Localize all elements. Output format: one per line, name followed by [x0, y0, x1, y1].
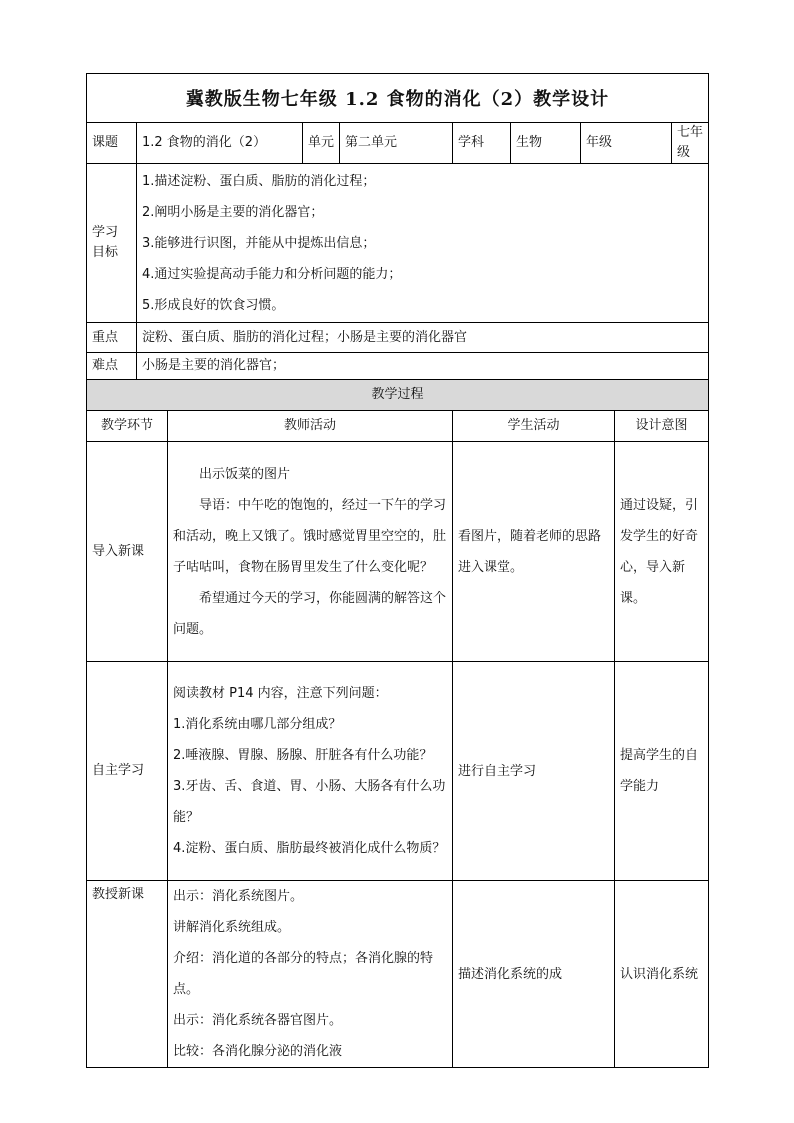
unit-label: 单元 — [303, 123, 340, 164]
teacher-activity-cell — [168, 881, 453, 1068]
objectives-label — [87, 164, 137, 323]
objective-item: 3.能够进行识图，并能从中提炼出信息； — [142, 235, 376, 251]
column-header-stage: 教学环节 — [87, 411, 168, 442]
teacher-paragraph: 介绍：消化道的各部分的特点；各消化腺的特点。 — [173, 951, 434, 997]
key-points-label: 重点 — [87, 323, 137, 353]
grade-label: 年级 — [581, 123, 672, 164]
key-points-row — [87, 323, 709, 353]
objectives-list — [137, 164, 709, 323]
student-activity-cell: 看图片，随着老师的思路进入课堂。 — [453, 442, 615, 662]
column-header-teacher: 教师活动 — [168, 411, 453, 442]
objectives-label-line1: 学习 — [92, 225, 119, 240]
difficulties-text: 小肠是主要的消化器官； — [137, 353, 709, 380]
table-row — [87, 442, 709, 662]
table-row — [87, 662, 709, 881]
teacher-paragraph: 希望通过今天的学习，你能圆满的解答这个问题。 — [173, 590, 447, 637]
objective-item: 2.阐明小肠是主要的消化器官； — [142, 204, 324, 220]
info-row — [87, 123, 709, 164]
teacher-paragraph: 出示：消化系统各器官图片。 — [173, 1013, 343, 1028]
design-intent-cell: 提高学生的自学能力 — [615, 662, 709, 881]
topic-label: 课题 — [87, 123, 137, 164]
column-header-student: 学生活动 — [453, 411, 615, 442]
teacher-paragraph: 讲解消化系统组成。 — [173, 920, 291, 935]
difficulties-row — [87, 353, 709, 380]
stage-cell: 教授新课 — [87, 881, 168, 1068]
teacher-paragraph: 比较：各消化腺分泌的消化液 — [173, 1044, 343, 1059]
objective-item: 5.形成良好的饮食习惯。 — [142, 297, 285, 313]
subject-value: 生物 — [511, 123, 581, 164]
objectives-label-line2: 目标 — [92, 245, 119, 260]
teacher-activity-cell — [168, 662, 453, 881]
key-points-text: 淀粉、蛋白质、脂肪的消化过程；小肠是主要的消化器官 — [137, 323, 709, 353]
lesson-plan-sheet — [86, 73, 708, 1068]
column-header-row — [87, 411, 709, 442]
teacher-paragraph: 2.唾液腺、胃腺、肠腺、肝脏各有什么功能？ — [173, 748, 433, 763]
topic-value: 1.2 食物的消化（2） — [137, 123, 303, 164]
teacher-paragraph: 3.牙齿、舌、食道、胃、小肠、大肠各有什么功能？ — [173, 779, 446, 825]
unit-value: 第二单元 — [340, 123, 453, 164]
teacher-paragraph: 阅读教材 P14 内容，注意下列问题： — [173, 686, 388, 701]
lesson-plan-table — [86, 73, 709, 1068]
teacher-paragraph: 出示饭菜的图片 — [199, 466, 291, 482]
process-header-row — [87, 380, 709, 411]
design-intent-cell: 通过设疑，引发学生的好奇心，导入新课。 — [615, 442, 709, 662]
title-row — [87, 74, 709, 123]
design-intent-cell: 认识消化系统 — [615, 881, 709, 1068]
teacher-activity-cell — [168, 442, 453, 662]
table-row — [87, 881, 709, 1068]
objective-item: 1.描述淀粉、蛋白质、脂肪的消化过程； — [142, 173, 376, 189]
stage-cell: 自主学习 — [87, 662, 168, 881]
teacher-paragraph: 导语：中午吃的饱饱的，经过一下午的学习和活动，晚上又饿了。饿时感觉胃里空空的，肚子咕咕叫，食物在肠胃里发生了什么变化呢？ — [173, 497, 447, 575]
stage-cell: 导入新课 — [87, 442, 168, 662]
grade-value: 七年级 — [672, 123, 709, 164]
column-header-intent: 设计意图 — [615, 411, 709, 442]
difficulties-label: 难点 — [87, 353, 137, 380]
teacher-paragraph: 1.消化系统由哪几部分组成？ — [173, 717, 342, 732]
student-activity-cell: 描述消化系统的成 — [453, 881, 615, 1068]
page-title: 冀教版生物七年级 1.2 食物的消化（2）教学设计 — [87, 74, 709, 123]
teacher-paragraph: 出示：消化系统图片。 — [173, 889, 304, 904]
objective-item: 4.通过实验提高动手能力和分析问题的能力； — [142, 266, 402, 282]
objectives-row — [87, 164, 709, 323]
subject-label: 学科 — [453, 123, 511, 164]
teacher-paragraph: 4.淀粉、蛋白质、脂肪最终被消化成什么物质？ — [173, 841, 446, 856]
process-header: 教学过程 — [87, 380, 709, 411]
student-activity-cell: 进行自主学习 — [453, 662, 615, 881]
